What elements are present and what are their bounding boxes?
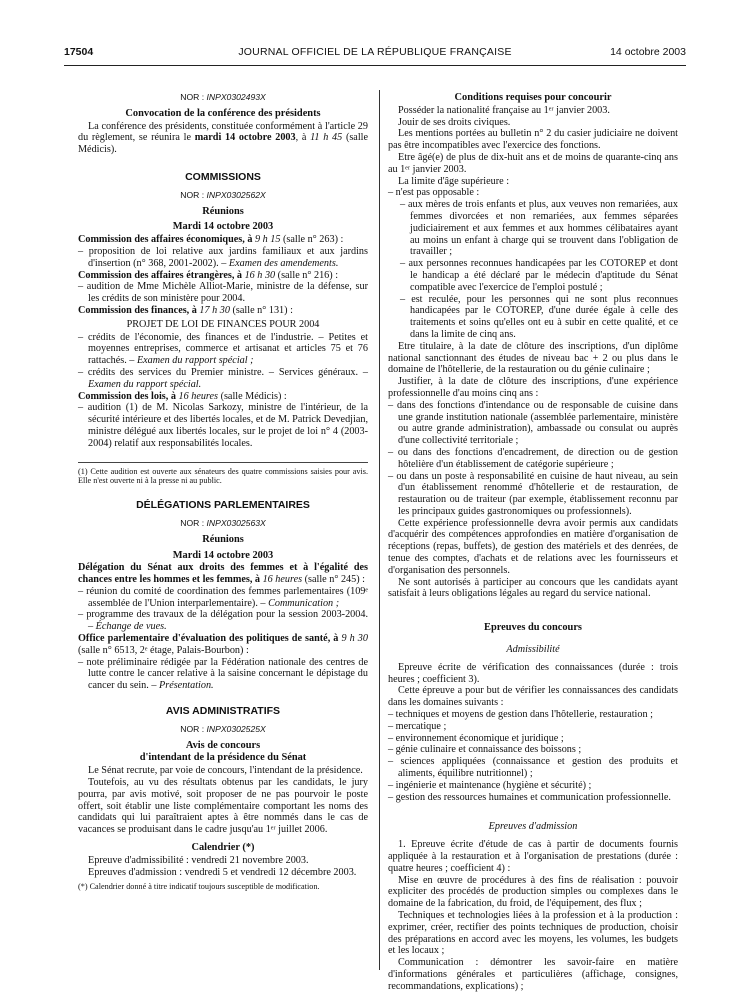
conditions-title: Conditions requises pour concourir	[454, 92, 612, 103]
condition-line: Cette expérience professionnelle devra avoir permis aux candidats d'acquérir des compétences approfondies en matière d'organisation de réceptions (repas, buffets), de gestion des matériels et des denrées, de tenue des comptes, d'achats et de relations avec les fournisseurs et d'organisation des personnels.	[388, 517, 678, 576]
meeting-date: Mardi 14 octobre 2003	[172, 221, 274, 233]
right-column	[388, 90, 678, 993]
reunions-heading: Réunions	[202, 205, 244, 217]
issue-date: 14 octobre 2003	[610, 46, 686, 58]
nor-reference: NOR : INPX0302563X	[180, 517, 266, 528]
condition-line: Jouir de ses droits civiques.	[398, 116, 511, 128]
footnote-rule	[78, 462, 368, 463]
exam-paragraph: Epreuve écrite de vérification des connaissances (durée : trois heures ; coefficient 3).	[388, 661, 678, 685]
list-item: – techniques et moyens de gestion dans l'hôtellerie, restauration ;	[388, 709, 653, 721]
list-item: – audition de Mme Michèle Alliot-Marie, ministre de la défense, sur les crédits de son ministère pour 2004.	[78, 281, 368, 305]
avis-paragraph: Toutefois, au vu des résultats obtenus par les candidats, le jury pourra, par avis motivé, soit proposer de ne pas pourvoir le poste offert, soit établir une liste complémentaire comportant les noms des candidats qui lui paraîtraient aptes à être nommés dans le cas de vacances se produisant dans le cadre jusqu'au 1ᵉʳ juillet 2006.	[78, 777, 368, 836]
section-heading-avis: AVIS ADMINISTRATIFS	[165, 705, 281, 718]
condition-line: Posséder la nationalité française au 1ᵉʳ janvier 2003.	[398, 104, 610, 116]
list-item: – dans des fonctions d'intendance ou de responsable de cuisine dans une grande institution nationale (assemblée parlementaire, ministère ou autre grande administration), ambassade ou consulat ou auprès d'une collectivité territoriale ;	[388, 399, 678, 447]
page-header	[64, 40, 686, 62]
exam-paragraph: 1. Epreuve écrite d'étude de cas à partir de documents fournis appliquée à la restauration et à l'organisation de prestations (durée : quatre heures ; coefficient 4) :	[388, 839, 678, 874]
list-item: – environnement économique et juridique ;	[388, 732, 564, 744]
commission-finances: Commission des finances, à 17 h 30 (salle n° 131) :	[78, 304, 293, 316]
admission-heading: Epreuves d'admission	[488, 821, 578, 833]
section-heading-commissions: COMMISSIONS	[185, 170, 261, 183]
nor-reference: NOR : INPX0302525X	[180, 723, 266, 734]
header-rule	[64, 65, 686, 66]
avis-subtitle: d'intendant de la présidence du Sénat	[139, 752, 307, 764]
list-item: – sciences appliquées (connaissance et gestion des produits et aliments, équilibre nutritionnel) ;	[388, 756, 678, 780]
delegation-senat: Délégation du Sénat aux droits des femmes et à l'égalité des chances entre les hommes et les femmes, à 16 heures (salle n° 245) :	[78, 562, 368, 586]
condition-line: Etre titulaire, à la date de clôture des inscriptions, d'un diplôme national sanctionnant des études de niveau bac + 2 ou plus dans le domaine de l'hôtellerie, de la restauration ou du génie culinaire ;	[388, 340, 678, 376]
left-column	[78, 90, 368, 892]
calendrier-heading: Calendrier (*)	[191, 842, 255, 854]
office-parlementaire: Office parlementaire d'évaluation des politiques de santé, à 9 h 30 (salle n° 6513, 2ᵉ étage, Palais-Bourbon) :	[78, 633, 368, 656]
page-number: 17504	[64, 46, 94, 58]
nor-reference: NOR : INPX0302562X	[180, 189, 266, 200]
conference-text: La conférence des présidents, constituée conformément à l'article 29 du règlement, se réunira le mardi 14 octobre 2003, à 11 h 45 (salle Médicis).	[78, 120, 369, 156]
calendar-line: Epreuve d'admissibilité : vendredi 21 novembre 2003.	[88, 854, 309, 866]
section-heading-delegations: DÉLÉGATIONS PARLEMENTAIRES	[136, 499, 310, 512]
condition-line: Ne sont autorisés à participer au concours que les candidats ayant satisfait à leurs obligations légales au regard du service national.	[388, 576, 678, 600]
column-divider	[379, 90, 380, 970]
avis-title: Avis de concours	[185, 739, 261, 751]
nor-reference: NOR : INPX0302493X	[180, 92, 266, 102]
list-item: – génie culinaire et connaissance des boissons ;	[388, 744, 582, 756]
reunions-heading: Réunions	[202, 533, 244, 545]
list-item: – réunion du comité de coordination des femmes parlementaires (109ᵉ assemblée de l'Union interparlementaire). – Communication ;	[78, 585, 368, 609]
list-item: – est reculée, pour les personnes qui ne sont plus reconnues handicapées par le COTOREP, d'une durée égale à celle des traitements et soins qu'elles ont eu à subir en cette qualité, et ce dans la limite de cinq ans.	[400, 293, 678, 340]
condition-line: La limite d'âge supérieure :	[398, 175, 510, 187]
list-item: – n'est pas opposable :	[388, 187, 480, 199]
list-item: – ou dans un poste à responsabilité en cuisine de haut niveau, au sein d'un établissement renommé d'hôtellerie et de restauration, de restauration ou de traiteur (par exemple, établissement reconnu par les principaux guides gastronomiques ou professionnels).	[388, 470, 678, 517]
list-item: – aux personnes reconnues handicapées par les COTOREP et dont le handicap a été déclaré par le médecin d'aptitude du Sénat compatible avec l'exercice de l'emploi postulé ;	[400, 258, 678, 293]
list-item: – proposition de loi relative aux jardins familiaux et aux jardins d'insertion (n° 368, 2001-2002). – Examen des amendements.	[78, 245, 368, 269]
commission-etrangeres: Commission des affaires étrangères, à 16 h 30 (salle n° 216) :	[78, 269, 339, 281]
admissibilite-heading: Admissibilité	[506, 644, 560, 656]
list-item: – crédits des services du Premier ministre. – Services généraux. – Examen du rapport spécial.	[78, 366, 368, 390]
list-item: – note préliminaire rédigée par la Fédération nationale des centres de lutte contre le cancer relative à la saisine concernant le dépistage du cancer du sein. – Présentation.	[78, 656, 368, 692]
footnote: (*) Calendrier donné à titre indicatif toujours susceptible de modification.	[78, 882, 320, 892]
journal-title: JOURNAL OFFICIEL DE LA RÉPUBLIQUE FRANÇAISE	[238, 46, 512, 58]
list-item: – gestion des ressources humaines et communication professionnelle.	[388, 791, 671, 803]
condition-line: Etre âgé(e) de plus de dix-huit ans et de moins de quarante-cinq ans au 1ᵉʳ janvier 2003.	[388, 151, 678, 175]
meeting-date: Mardi 14 octobre 2003	[172, 549, 274, 561]
list-item: – audition (1) de M. Nicolas Sarkozy, ministre de l'intérieur, de la sécurité intérieure et des libertés locales, et de M. Patrick Devedjian, ministre délégué aux libertés locales, sur le projet de loi n° 4 (2003-2004) relatif aux responsabilités locales.	[78, 402, 368, 449]
footnote: (1) Cette audition est ouverte aux sénateurs des quatre commissions saisies pour avis. Elle n'est ouverte ni à la presse ni au public.	[78, 466, 368, 486]
list-item: – ingénierie et maintenance (hygiène et sécurité) ;	[388, 779, 592, 791]
commission-lois: Commission des lois, à 16 heures (salle Médicis) :	[78, 390, 287, 402]
exam-paragraph: Communication : démontrer les savoir-faire en matière d'informations générales et particulières (affichage, consignes, recommandations, explications) ;	[388, 957, 678, 992]
exam-paragraph: Techniques et technologies liées à la profession et à la production : exprimer, créer, rectifier des points techniques de production, choisir des préparations en accord avec les moyens, les volumes, les budgets et les locaux ;	[388, 910, 678, 957]
list-item: – ou dans des fonctions d'encadrement, de direction ou de gestion hôtelière d'un établissement de catégorie supérieure ;	[388, 446, 678, 470]
condition-line: Justifier, à la date de clôture des inscriptions, d'une expérience professionnelle d'au moins cinq ans :	[388, 376, 678, 399]
condition-line: Les mentions portées au bulletin n° 2 du casier judiciaire ne doivent pas être incompatibles avec l'exercice des fonctions.	[388, 128, 678, 152]
exam-paragraph: Mise en œuvre de procédures à des fins de réalisation : pouvoir expliciter des procédés de production simples ou complexes dans le domaine de la fabrication, du froid, de l'équipement, des flux ;	[388, 874, 678, 910]
list-item: – mercatique ;	[388, 720, 447, 732]
list-item: – programme des travaux de la délégation pour la session 2003-2004. – Échange de vues.	[78, 609, 368, 633]
list-item: – aux mères de trois enfants et plus, aux veuves non remariées, aux femmes divorcées et non remariées, aux femmes séparées judiciairement et aux femmes et aux hommes célibataires ayant au moins un enfant à charge qui se trouvent dans l'obligation de travailler ;	[400, 199, 678, 258]
epreuves-title: Epreuves du concours	[484, 622, 582, 634]
conference-title: Convocation de la conférence des présidents	[125, 107, 321, 119]
calendar-line: Epreuves d'admission : vendredi 5 et vendredi 12 décembre 2003.	[88, 866, 357, 878]
list-item: – crédits de l'économie, des finances et de l'industrie. – Petites et moyennes entreprises, commerce et artisanat et articles 75 et 76 rattachés. – Examen du rapport spécial ;	[78, 331, 368, 367]
plf-heading: PROJET DE LOI DE FINANCES POUR 2004	[126, 318, 320, 330]
exam-paragraph: Cette épreuve a pour but de vérifier les connaissances des candidats dans les domaines suivants :	[388, 685, 678, 709]
commission-eco: Commission des affaires économiques, à 9 h 15 (salle n° 263) :	[78, 234, 344, 246]
avis-paragraph: Le Sénat recrute, par voie de concours, l'intendant de la présidence.	[88, 765, 363, 777]
